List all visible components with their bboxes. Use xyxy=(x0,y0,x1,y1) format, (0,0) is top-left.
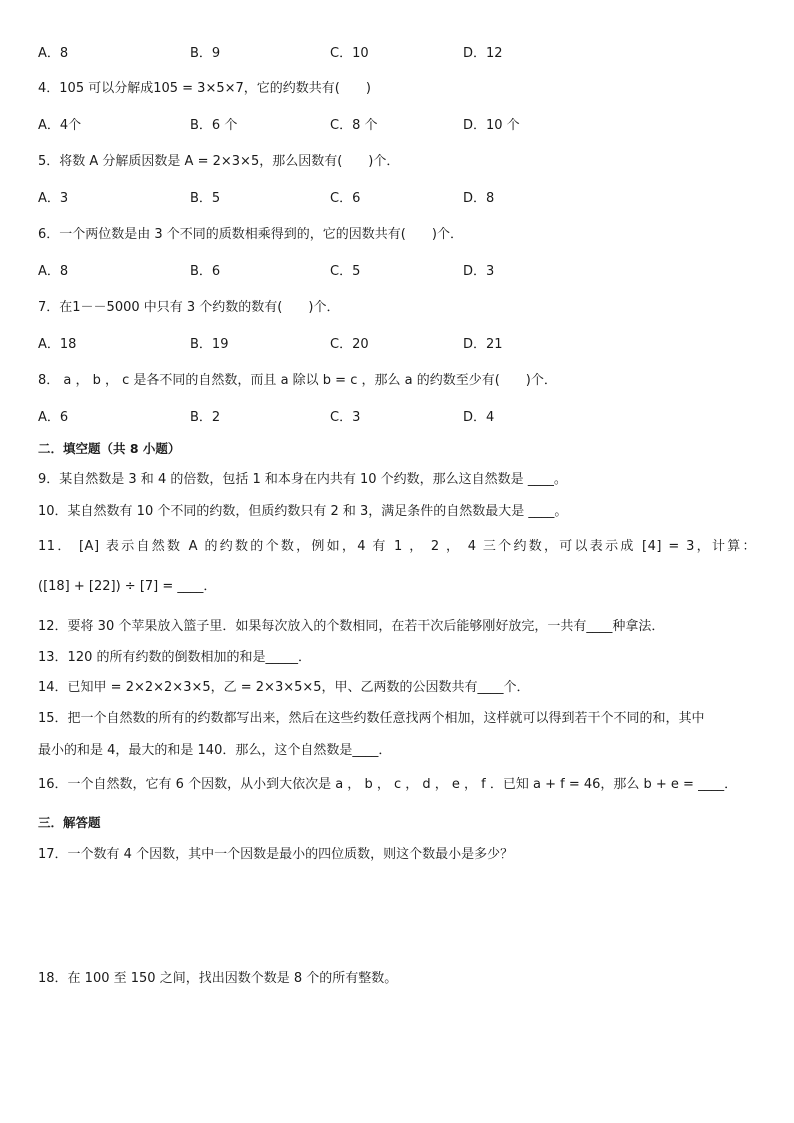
q6-stem: 6．一个两位数是由 3 个不同的质数相乘得到的，它的因数共有( )个． xyxy=(38,227,463,242)
q7-options xyxy=(38,336,738,354)
q9-stem: 9．某自然数是 3 和 4 的倍数，包括 1 和本身在内共有 10 个约数，那么这自然数是 ____。 xyxy=(38,472,567,487)
q5-option-d: D．8 xyxy=(463,191,495,206)
q3-options xyxy=(38,45,738,63)
q4-option-b: B．6 个 xyxy=(190,118,238,133)
q13-stem: 13．120 的所有约数的倒数相加的和是_____． xyxy=(38,650,311,665)
q8-options xyxy=(38,409,738,427)
q8-option-d: D．4 xyxy=(463,410,495,425)
q6-option-c: C．5 xyxy=(330,264,361,279)
q14-stem: 14．已知甲 = 2×2×2×3×5，乙 = 2×3×5×5，甲、乙两数的公因数共有____个． xyxy=(38,680,530,695)
q4-option-d: D．10 个 xyxy=(463,118,520,133)
q5-option-c: C．6 xyxy=(330,191,361,206)
q4-option-c: C．8 个 xyxy=(330,118,378,133)
q8-option-a: A．6 xyxy=(38,410,69,425)
q4-option-a: A．4个 xyxy=(38,118,82,133)
q4-stem: 4．105 可以分解成105 = 3×5×7，它的约数共有( ) xyxy=(38,81,371,96)
q8-stem: 8． a ， b ， c 是各不同的自然数，而且 a 除以 b = c ，那么 a 的约数至少有( )个． xyxy=(38,373,557,388)
q18-stem: 18．在 100 至 150 之间，找出因数个数是 8 个的所有整数。 xyxy=(38,971,398,986)
q15-stem-line2: 最小的和是 4，最大的和是 140．那么，这个自然数是____． xyxy=(38,743,392,758)
q5-stem: 5．将数 A 分解质因数是 A = 2×3×5，那么因数有( )个． xyxy=(38,154,400,169)
q10-stem: 10．某自然数有 10 个不同的约数，但质约数只有 2 和 3，满足条件的自然数最大是 ____。 xyxy=(38,504,568,519)
q3-option-d: D．12 xyxy=(463,46,503,61)
q5-options xyxy=(38,190,738,208)
q7-option-d: D．21 xyxy=(463,337,503,352)
q7-option-a: A．18 xyxy=(38,337,77,352)
q5-option-b: B．5 xyxy=(190,191,221,206)
q17-stem: 17．一个数有 4 个因数，其中一个因数是最小的四位质数，则这个数最小是多少？ xyxy=(38,847,514,862)
q8-option-b: B．2 xyxy=(190,410,221,425)
q6-option-b: B．6 xyxy=(190,264,221,279)
q3-option-c: C．10 xyxy=(330,46,369,61)
q5-option-a: A．3 xyxy=(38,191,69,206)
section-answer-title: 三．解答题 xyxy=(38,815,101,830)
q12-stem: 12．要将 30 个苹果放入篮子里．如果每次放入的个数相同，在若干次后能够刚好放完，一共有____种拿法． xyxy=(38,619,665,634)
q11-stem-line2: ([18] + [22]) ÷ [7] = ____． xyxy=(38,579,217,594)
q8-option-c: C．3 xyxy=(330,410,361,425)
q6-options xyxy=(38,263,738,281)
q7-option-c: C．20 xyxy=(330,337,369,352)
q6-option-a: A．8 xyxy=(38,264,69,279)
q3-option-a: A．8 xyxy=(38,46,69,61)
q7-option-b: B．19 xyxy=(190,337,229,352)
q7-stem: 7．在1－－5000 中只有 3 个约数的数有( )个． xyxy=(38,300,340,315)
q6-option-d: D．3 xyxy=(463,264,495,279)
q15-stem-line1: 15．把一个自然数的所有的约数都写出来，然后在这些约数任意找两个相加，这样就可以得到若干个不同的和，其中 xyxy=(38,711,705,726)
q3-option-b: B．9 xyxy=(190,46,221,61)
section-fill-in-title: 二．填空题（共 8 小题） xyxy=(38,441,181,456)
q4-options xyxy=(38,117,738,135)
q11-stem-line1: 11． [A] 表示自然数 A 的约数的个数，例如，4 有 1 ， 2 ， 4 三个约数，可以表示成 [4] = 3，计算： xyxy=(38,539,756,554)
q16-stem: 16．一个自然数，它有 6 个因数，从小到大依次是 a ， b ， c ， d ， e ， f ．已知 a + f = 46，那么 b + e = ____． xyxy=(38,777,738,792)
